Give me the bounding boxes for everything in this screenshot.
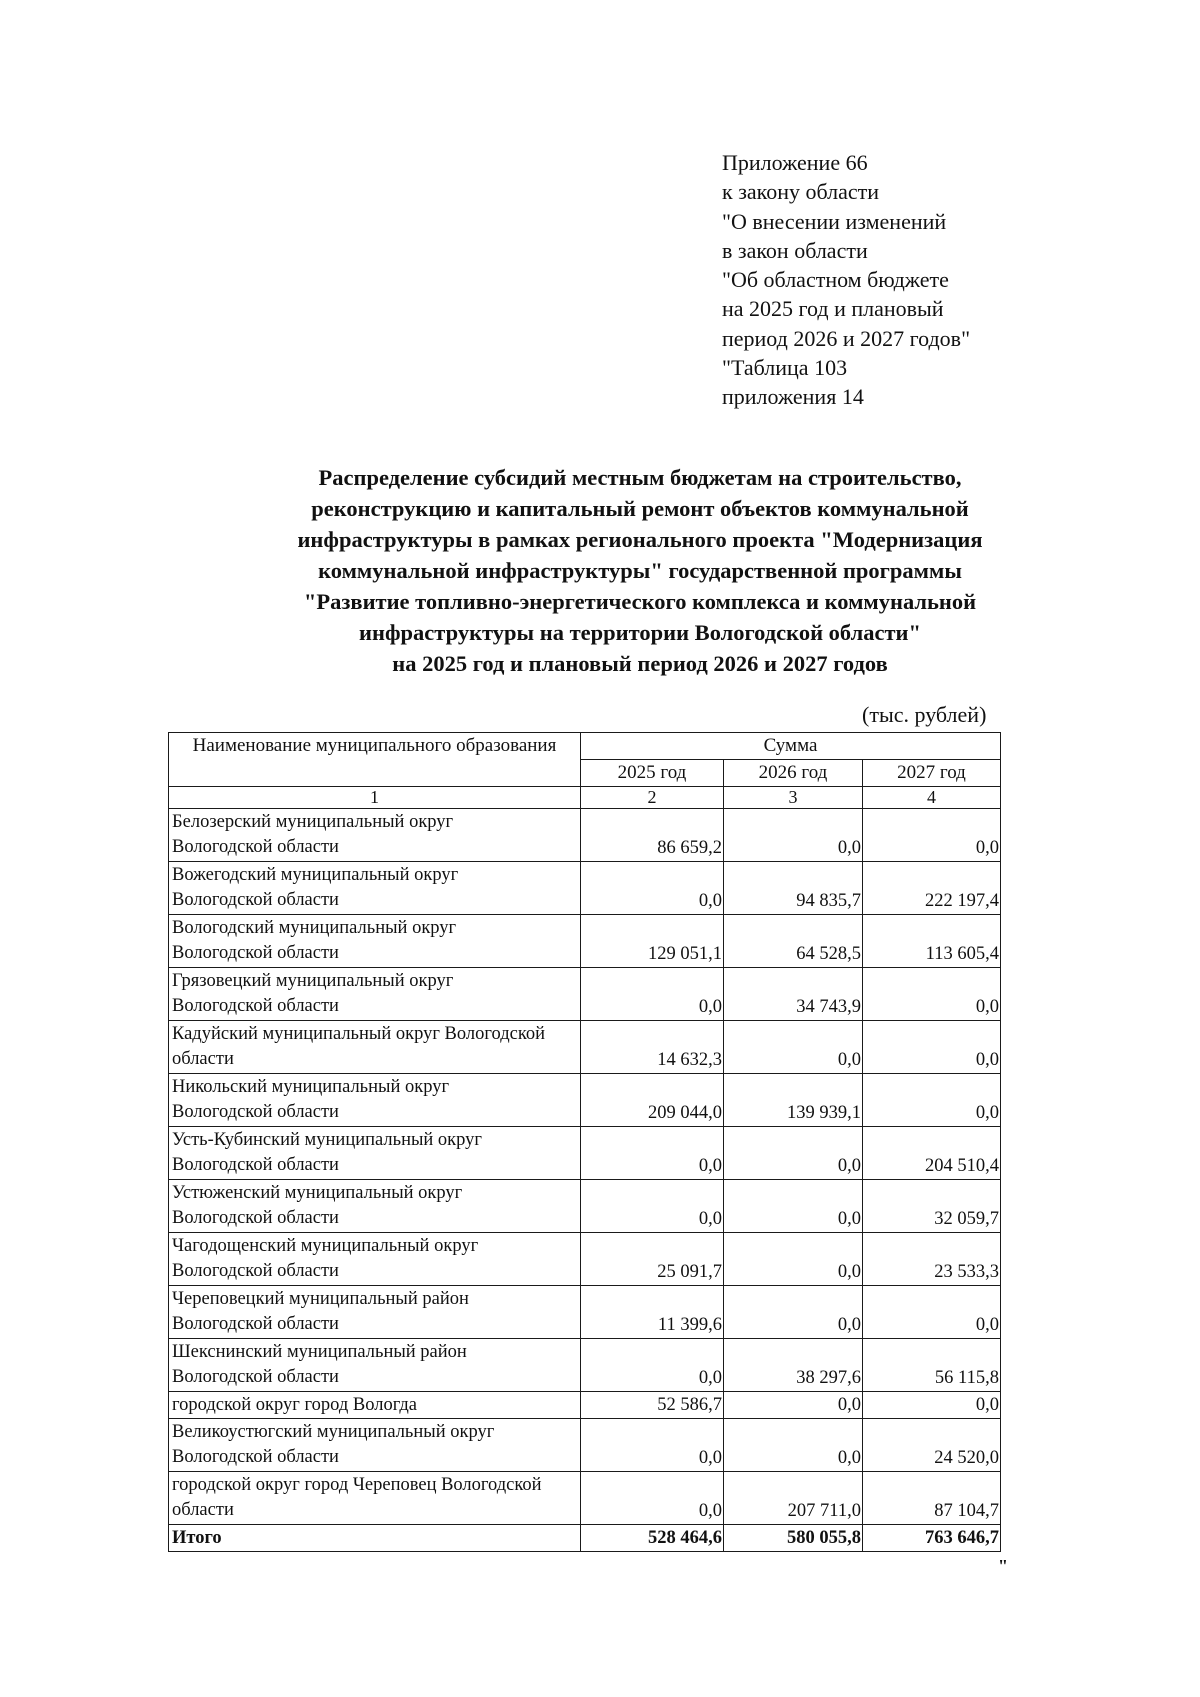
- title-line: Распределение субсидий местным бюджетам на строительство,: [318, 465, 962, 490]
- municipality-name-cell: [169, 1339, 581, 1392]
- amount-2026-cell: 207 711,0: [724, 1472, 863, 1525]
- year-header: 2025 год: [581, 760, 724, 787]
- municipality-name-cell: [169, 1074, 581, 1127]
- amount-2025-cell: 52 586,7: [581, 1392, 724, 1419]
- municipality-name-line: Вологодской области: [172, 890, 339, 910]
- municipality-name-line: области: [172, 1049, 234, 1069]
- column-number: 2: [581, 787, 724, 809]
- units-label: (тыс. рублей): [862, 702, 987, 727]
- title-line: инфраструктуры в рамках регионального проекта "Модернизация: [297, 527, 983, 552]
- municipality-name-cell: [169, 1419, 581, 1472]
- amount-2025-cell: 0,0: [581, 862, 724, 915]
- column-number: 1: [169, 787, 581, 809]
- document-title: [150, 462, 1130, 679]
- amount-2025-cell: 0,0: [581, 968, 724, 1021]
- amount-2026-cell: 38 297,6: [724, 1339, 863, 1392]
- municipality-name-line: Вологодской области: [172, 1367, 339, 1387]
- annex-line: "Таблица 103: [722, 355, 848, 381]
- municipality-name-line: Вологодской области: [172, 1447, 339, 1467]
- column-number: 3: [724, 787, 863, 809]
- municipality-name-line: Вологодской области: [172, 996, 339, 1016]
- amount-2025-cell: 0,0: [581, 1419, 724, 1472]
- municipality-name-cell: [169, 1180, 581, 1233]
- table-row: [169, 1472, 1001, 1525]
- municipality-name-line: Вологодской области: [172, 943, 339, 963]
- municipality-name-line: Вологодский муниципальный округ: [172, 918, 457, 938]
- table-row: [169, 1392, 1001, 1419]
- year-header: 2027 год: [863, 760, 1001, 787]
- name-column-header: Наименование муниципального образования: [169, 733, 581, 787]
- annex-line: приложения 14: [722, 384, 864, 410]
- amount-2026-cell: 0,0: [724, 1180, 863, 1233]
- annex-line: "О внесении изменений: [722, 208, 947, 234]
- table-row: [169, 1021, 1001, 1074]
- table-row: [169, 862, 1001, 915]
- title-line: на 2025 год и плановый период 2026 и 2027 годов: [392, 651, 888, 676]
- municipality-name-line: области: [172, 1500, 234, 1520]
- title-line: коммунальной инфраструктуры" государственной программы: [318, 558, 962, 583]
- amount-2025-cell: 14 632,3: [581, 1021, 724, 1074]
- annex-line: "Об областном бюджете: [722, 267, 949, 293]
- column-number-row: [169, 787, 1001, 809]
- total-2025-cell: 528 464,6: [581, 1525, 724, 1552]
- amount-2026-cell: 0,0: [724, 1233, 863, 1286]
- table-row: [169, 1074, 1001, 1127]
- total-2026-cell: 580 055,8: [724, 1525, 863, 1552]
- title-line: "Развитие топливно-энергетического комплекса и коммунальной: [303, 589, 977, 614]
- amount-2027-cell: 113 605,4: [863, 915, 1001, 968]
- amount-2027-cell: 222 197,4: [863, 862, 1001, 915]
- annex-line: в закон области: [722, 237, 868, 263]
- amount-2026-cell: 0,0: [724, 1419, 863, 1472]
- total-label: Итого: [169, 1525, 581, 1552]
- amount-2027-cell: 0,0: [863, 809, 1001, 862]
- amount-2026-cell: 0,0: [724, 1021, 863, 1074]
- subsidy-table: [168, 732, 1001, 1552]
- table-row: [169, 1127, 1001, 1180]
- amount-2025-cell: 129 051,1: [581, 915, 724, 968]
- municipality-name-line: Вологодской области: [172, 837, 339, 857]
- column-number: 4: [863, 787, 1001, 809]
- amount-2025-cell: 0,0: [581, 1339, 724, 1392]
- amount-2027-cell: 0,0: [863, 1286, 1001, 1339]
- table-row: [169, 1339, 1001, 1392]
- amount-2026-cell: 0,0: [724, 1127, 863, 1180]
- amount-2025-cell: 86 659,2: [581, 809, 724, 862]
- amount-2026-cell: 0,0: [724, 809, 863, 862]
- amount-2026-cell: 0,0: [724, 1392, 863, 1419]
- amount-2027-cell: 87 104,7: [863, 1472, 1001, 1525]
- amount-2027-cell: 23 533,3: [863, 1233, 1001, 1286]
- municipality-name-line: Кадуйский муниципальный округ Вологодской: [172, 1024, 546, 1044]
- municipality-name-cell: [169, 915, 581, 968]
- municipality-name-cell: [169, 1472, 581, 1525]
- municipality-name-cell: [169, 1233, 581, 1286]
- table-row: [169, 1286, 1001, 1339]
- table-row: [169, 915, 1001, 968]
- amount-2025-cell: 25 091,7: [581, 1233, 724, 1286]
- municipality-name-line: Усть-Кубинский муниципальный округ: [172, 1130, 483, 1150]
- municipality-name-line: Вологодской области: [172, 1208, 339, 1228]
- annex-reference: [722, 148, 970, 412]
- amount-2026-cell: 64 528,5: [724, 915, 863, 968]
- amount-2027-cell: 0,0: [863, 968, 1001, 1021]
- amount-2026-cell: 139 939,1: [724, 1074, 863, 1127]
- municipality-name-line: Чагодощенский муниципальный округ: [172, 1236, 479, 1256]
- table-row: [169, 809, 1001, 862]
- amount-2025-cell: 11 399,6: [581, 1286, 724, 1339]
- municipality-name-line: Грязовецкий муниципальный округ: [172, 971, 454, 991]
- amount-2026-cell: 34 743,9: [724, 968, 863, 1021]
- amount-2027-cell: 24 520,0: [863, 1419, 1001, 1472]
- amount-2027-cell: 0,0: [863, 1392, 1001, 1419]
- municipality-name-cell: [169, 862, 581, 915]
- municipality-name-cell: [169, 1127, 581, 1180]
- amount-2027-cell: 32 059,7: [863, 1180, 1001, 1233]
- amount-2025-cell: 209 044,0: [581, 1074, 724, 1127]
- municipality-name-cell: [169, 968, 581, 1021]
- municipality-name-line: Вожегодский муниципальный округ: [172, 865, 459, 885]
- total-row: [169, 1525, 1001, 1552]
- amount-2027-cell: 0,0: [863, 1021, 1001, 1074]
- municipality-name-line: Никольский муниципальный округ: [172, 1077, 450, 1097]
- amount-2025-cell: 0,0: [581, 1180, 724, 1233]
- table-row: [169, 968, 1001, 1021]
- municipality-name-cell: [169, 1286, 581, 1339]
- amount-2026-cell: 0,0: [724, 1286, 863, 1339]
- year-header: 2026 год: [724, 760, 863, 787]
- annex-line: Приложение 66: [722, 150, 868, 175]
- municipality-name-cell: [169, 1392, 581, 1419]
- municipality-name-line: Вологодской области: [172, 1314, 339, 1334]
- amount-2027-cell: 56 115,8: [863, 1339, 1001, 1392]
- municipality-name-line: городской округ город Череповец Вологодской: [172, 1475, 542, 1495]
- amount-2027-cell: 204 510,4: [863, 1127, 1001, 1180]
- amount-2026-cell: 94 835,7: [724, 862, 863, 915]
- municipality-name-cell: [169, 1021, 581, 1074]
- total-2027-cell: 763 646,7: [863, 1525, 1001, 1552]
- municipality-name-line: Шекснинский муниципальный район: [172, 1342, 467, 1362]
- title-line: реконструкцию и капитальный ремонт объектов коммунальной: [311, 496, 969, 521]
- sum-column-header: Сумма: [581, 733, 1001, 760]
- municipality-name-line: Вологодской области: [172, 1155, 339, 1175]
- municipality-name-line: Череповецкий муниципальный район: [172, 1289, 469, 1309]
- municipality-name-line: Белозерский муниципальный округ: [172, 812, 454, 832]
- amount-2025-cell: 0,0: [581, 1127, 724, 1180]
- municipality-name-line: Великоустюгский муниципальный округ: [172, 1422, 495, 1442]
- municipality-name-line: городской округ город Вологда: [172, 1395, 417, 1415]
- amount-2025-cell: 0,0: [581, 1472, 724, 1525]
- table-row: [169, 1233, 1001, 1286]
- header-row: [169, 733, 1001, 760]
- title-line: инфраструктуры на территории Вологодской области": [359, 620, 921, 645]
- municipality-name-line: Вологодской области: [172, 1102, 339, 1122]
- amount-2027-cell: 0,0: [863, 1074, 1001, 1127]
- table-row: [169, 1419, 1001, 1472]
- table-row: [169, 1180, 1001, 1233]
- annex-line: период 2026 и 2027 годов": [722, 325, 971, 351]
- municipality-name-line: Вологодской области: [172, 1261, 339, 1281]
- annex-line: к закону области: [722, 179, 880, 205]
- annex-line: на 2025 год и плановый: [722, 296, 944, 322]
- closing-quote-mark: ": [998, 1556, 1008, 1576]
- municipality-name-cell: [169, 809, 581, 862]
- municipality-name-line: Устюженский муниципальный округ: [172, 1183, 463, 1203]
